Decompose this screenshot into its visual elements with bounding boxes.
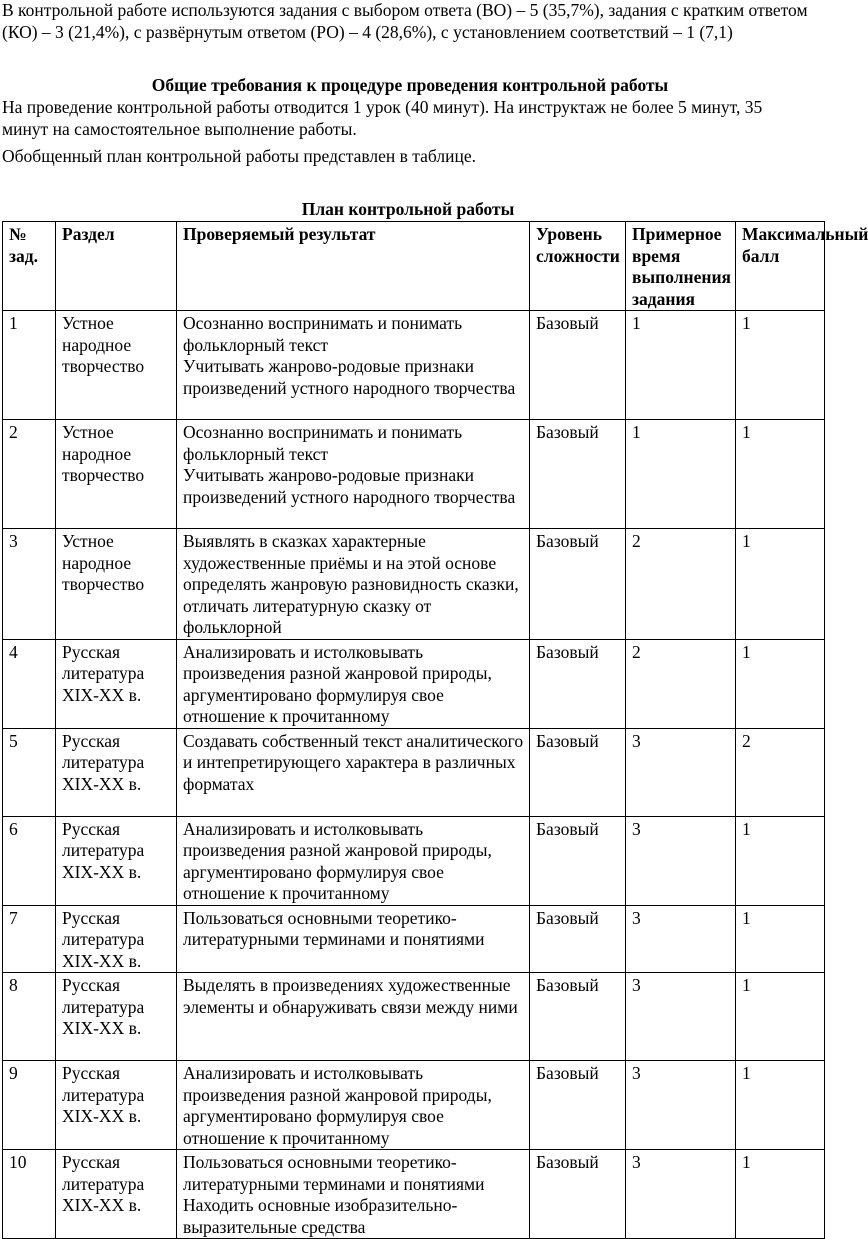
cell-time: 2	[626, 529, 736, 640]
cell-score: 1	[736, 816, 825, 905]
cell-time: 3	[626, 816, 736, 905]
cell-num: 3	[3, 529, 56, 640]
table-row	[3, 311, 825, 420]
cell-result: Создавать собственный текст аналитического и интепретирующего характера в различных форматах	[177, 728, 530, 816]
cell-time: 3	[626, 905, 736, 973]
cell-result: Анализировать и истолковывать произведения разной жанровой природы, аргументировано формулируя свое отношение к прочитанному	[177, 639, 530, 728]
cell-score: 1	[736, 311, 825, 420]
cell-section: Русская литература XIX-XX в.	[56, 816, 177, 905]
header-num: № зад.	[3, 222, 56, 311]
table-row	[3, 816, 825, 905]
cell-level: Базовый	[530, 420, 626, 529]
cell-section: Русская литература XIX-XX в.	[56, 728, 177, 816]
cell-section: Русская литература XIX-XX в.	[56, 1061, 177, 1150]
cell-num: 8	[3, 973, 56, 1061]
cell-num: 9	[3, 1061, 56, 1150]
table-row	[3, 1150, 825, 1239]
table-header-row	[3, 222, 825, 311]
cell-result: Осознанно воспринимать и понимать фольклорный текст Учитывать жанрово-родовые признаки произведений устного народного творчества	[177, 311, 530, 420]
cell-time: 1	[626, 311, 736, 420]
cell-score: 1	[736, 1150, 825, 1239]
cell-num: 5	[3, 728, 56, 816]
cell-section: Русская литература XIX-XX в.	[56, 973, 177, 1061]
table-title: План контрольной работы	[301, 199, 515, 219]
cell-time: 2	[626, 639, 736, 728]
cell-time: 1	[626, 420, 736, 529]
cell-level: Базовый	[530, 639, 626, 728]
cell-score: 2	[736, 728, 825, 816]
table-row	[3, 728, 825, 816]
cell-score: 1	[736, 639, 825, 728]
cell-result: Выделять в произведениях художественные элементы и обнаруживать связи между ними	[177, 973, 530, 1061]
cell-level: Базовый	[530, 816, 626, 905]
cell-result: Пользоваться основными теоретико-литературными терминами и понятиями Находить основные изобразительно-выразительные средства	[177, 1150, 530, 1239]
cell-time: 3	[626, 728, 736, 816]
cell-time: 3	[626, 1150, 736, 1239]
table-row	[3, 529, 825, 640]
cell-num: 6	[3, 816, 56, 905]
cell-level: Базовый	[530, 905, 626, 973]
cell-level: Базовый	[530, 728, 626, 816]
cell-level: Базовый	[530, 1150, 626, 1239]
cell-time: 3	[626, 1061, 736, 1150]
cell-level: Базовый	[530, 529, 626, 640]
cell-score: 1	[736, 529, 825, 640]
cell-section: Русская литература XIX-XX в.	[56, 1150, 177, 1239]
cell-num: 4	[3, 639, 56, 728]
cell-score: 1	[736, 1061, 825, 1150]
cell-level: Базовый	[530, 973, 626, 1061]
table-row	[3, 973, 825, 1061]
cell-section: Устное народное творчество	[56, 311, 177, 420]
cell-result: Выявлять в сказках характерные художественные приёмы и на этой основе определять жанровую разновидность сказки, отличать литературную сказку от фольклорной	[177, 529, 530, 640]
table-row	[3, 905, 825, 973]
cell-result: Анализировать и истолковывать произведения разной жанровой природы, аргументировано формулируя свое отношение к прочитанному	[177, 1061, 530, 1150]
cell-section: Устное народное творчество	[56, 529, 177, 640]
table-body	[3, 311, 825, 1239]
header-result: Проверяемый результат	[177, 222, 530, 311]
cell-num: 7	[3, 905, 56, 973]
cell-num: 1	[3, 311, 56, 420]
cell-score: 1	[736, 905, 825, 973]
cell-result: Осознанно воспринимать и понимать фольклорный текст Учитывать жанрово-родовые признаки произведений устного народного творчества	[177, 420, 530, 529]
cell-level: Базовый	[530, 311, 626, 420]
header-section: Раздел	[56, 222, 177, 311]
cell-score: 1	[736, 420, 825, 529]
cell-score: 1	[736, 973, 825, 1061]
plan-table	[2, 221, 868, 1239]
requirements-heading: Общие требования к процедуре проведения контрольной работы	[151, 75, 669, 95]
cell-time: 3	[626, 973, 736, 1061]
cell-section: Русская литература XIX-XX в.	[56, 639, 177, 728]
plan-paragraph: Обобщенный план контрольной работы представлен в таблице.	[2, 146, 476, 166]
header-score: Максимальный балл	[736, 222, 825, 311]
cell-section: Русская литература XIX-XX в.	[56, 905, 177, 973]
header-time: Примерное время выполнения задания	[626, 222, 736, 311]
time-paragraph: На проведение контрольной работы отводится 1 урок (40 минут). На инструктаж не более 5 минут, 35 минут на самостоятельное выполнение работы.	[2, 97, 763, 139]
cell-result: Анализировать и истолковывать произведения разной жанровой природы, аргументировано формулируя свое отношение к прочитанному	[177, 816, 530, 905]
header-level: Уровень сложности	[530, 222, 626, 311]
cell-section: Устное народное творчество	[56, 420, 177, 529]
cell-num: 2	[3, 420, 56, 529]
cell-result: Пользоваться основными теоретико-литературными терминами и понятиями	[177, 905, 530, 973]
table-row	[3, 1061, 825, 1150]
table-row	[3, 420, 825, 529]
cell-level: Базовый	[530, 1061, 626, 1150]
intro-paragraph: В контрольной работе используются задания с выбором ответа (ВО) – 5 (35,7%), задания с кратким ответом (КО) – 3 (21,4%), с развёрнутым ответом (РО) – 4 (28,6%), с установлением соответствий – 1 (7,1)	[2, 0, 808, 42]
cell-num: 10	[3, 1150, 56, 1239]
table-row	[3, 639, 825, 728]
